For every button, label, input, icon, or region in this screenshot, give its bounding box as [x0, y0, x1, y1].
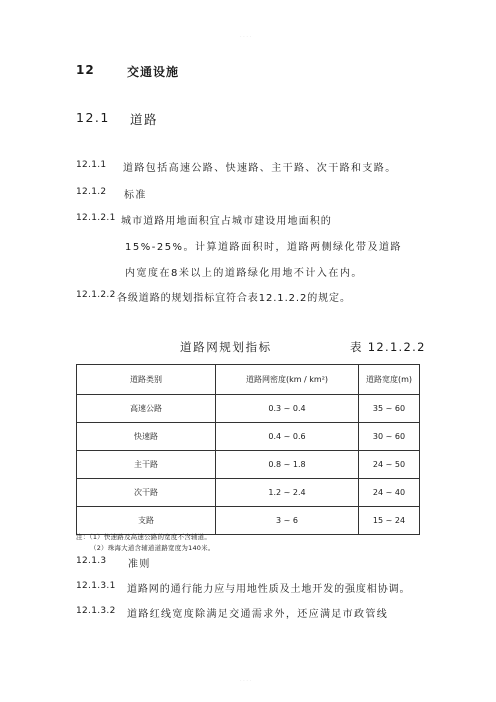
section-title: 道路 [130, 112, 159, 127]
table-cell: 24 ~ 40 [359, 479, 420, 507]
table-cell: 1.2 ~ 2.4 [216, 479, 359, 507]
header-watermark: · · · · [240, 34, 252, 40]
clause-text: 道路网的通行能力应与用地性质及土地开发的强度相协调。 [127, 584, 411, 595]
table-header-cell: 道路网密度(km / km²) [216, 365, 359, 395]
chapter-number: 12 [76, 63, 95, 77]
table-cell: 次干路 [77, 479, 216, 507]
clause-number: 12.1.3 [76, 556, 107, 566]
table-row [77, 423, 420, 451]
table-note: （2）珠海大道含辅道道路宽度为140米。 [90, 544, 215, 552]
road-network-table [76, 364, 420, 535]
table-row [77, 479, 420, 507]
table-caption: 道路网规划指标 [180, 340, 272, 354]
table-cell: 高速公路 [77, 395, 216, 423]
clause-number: 12.1.3.1 [76, 581, 116, 591]
clause-number: 12.1.2 [76, 187, 107, 197]
clause-number: 12.1.2.2 [76, 290, 116, 300]
table-cell: 3 ~ 6 [216, 507, 359, 535]
clause-number: 12.1.2.1 [76, 213, 116, 223]
table-cell: 0.3 ~ 0.4 [216, 395, 359, 423]
table-cell: 24 ~ 50 [359, 451, 420, 479]
table-row [77, 451, 420, 479]
clause-text: 标准 [124, 190, 147, 201]
section-number: 12.1 [76, 110, 110, 125]
table-header-row [77, 365, 420, 395]
table-header-cell: 道路宽度(m) [359, 365, 420, 395]
table-cell: 35 ~ 60 [359, 395, 420, 423]
clause-text: 道路红线宽度除满足交通需求外，还应满足市政管线 [127, 609, 389, 620]
clause-continuation: 内宽度在8米以上的道路绿化用地不计入在内。 [125, 268, 363, 279]
table-cell: 支路 [77, 507, 216, 535]
chapter-title: 交通设施 [127, 65, 180, 79]
table-label: 表 12.1.2.2 [350, 340, 426, 354]
clause-continuation: 15%-25%。计算道路面积时，道路两侧绿化带及道路 [125, 242, 403, 253]
table-cell: 快速路 [77, 423, 216, 451]
table-cell: 30 ~ 60 [359, 423, 420, 451]
table-cell: 0.8 ~ 1.8 [216, 451, 359, 479]
clause-text: 道路包括高速公路、快速路、主干路、次干路和支路。 [123, 163, 397, 174]
table-row [77, 507, 420, 535]
table-header-cell: 道路类别 [77, 365, 216, 395]
clause-text: 各级道路的规划指标宜符合表12.1.2.2的规定。 [117, 293, 351, 304]
table-note: 注：（1）快速路及高速公路的宽度不含辅道。 [76, 533, 212, 541]
table-cell: 主干路 [77, 451, 216, 479]
clause-text: 城市道路用地面积宜占城市建设用地面积的 [121, 216, 332, 227]
table-cell: 0.4 ~ 0.6 [216, 423, 359, 451]
clause-text: 准则 [128, 559, 151, 570]
clause-number: 12.1.3.2 [76, 606, 116, 616]
clause-number: 12.1.1 [76, 160, 107, 170]
footer-watermark: · · · · [240, 678, 252, 684]
table-cell: 15 ~ 24 [359, 507, 420, 535]
table-row [77, 395, 420, 423]
